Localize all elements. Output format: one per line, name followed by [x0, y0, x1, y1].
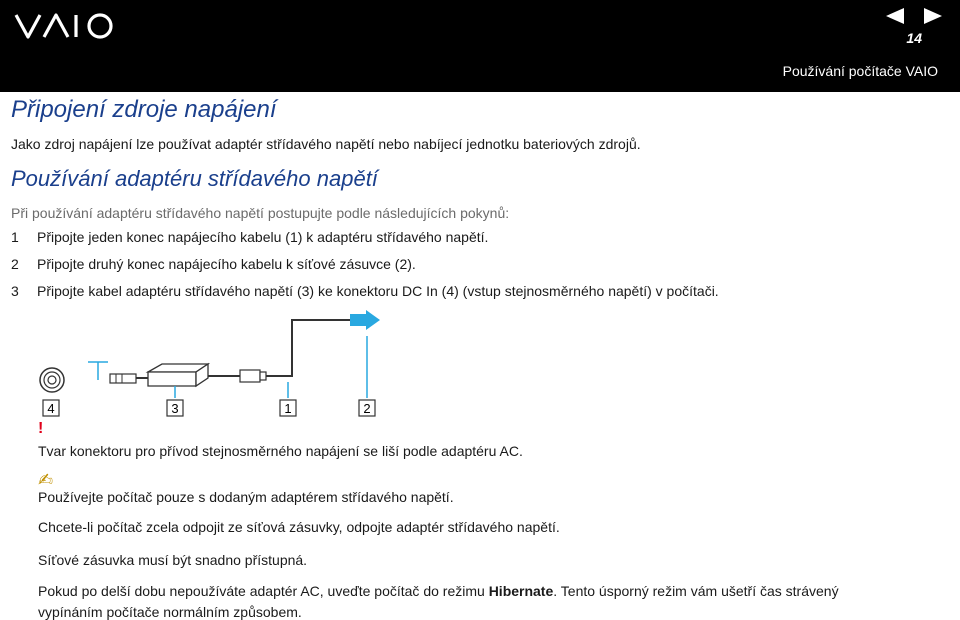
pen-icon: ✍: [38, 470, 54, 490]
page-nav: [884, 6, 944, 26]
step-text: Připojte druhý konec napájecího kabelu k síťové zásuvce (2).: [37, 256, 416, 272]
step-number: 2: [11, 256, 19, 272]
header-bar: [0, 0, 960, 92]
step-text: Připojte jeden konec napájecího kabelu (1) k adaptéru střídavého napětí.: [37, 229, 489, 245]
hibernate-term: Hibernate: [488, 583, 554, 599]
step-number: 3: [11, 283, 19, 299]
note-hibernate-post: . Tento úsporný režim vám ušetří čas strávený: [553, 583, 839, 599]
note-hibernate: [38, 583, 839, 599]
step-text: Připojte kabel adaptéru střídavého napětí (3) ke konektoru DC In (4) (vstup stejnosměrného napětí) v počítači.: [37, 283, 719, 299]
lead-text: Při používání adaptéru střídavého napětí postupujte podle následujících pokynů:: [11, 205, 510, 221]
arrow-right-icon[interactable]: [924, 8, 942, 24]
warning-text: Tvar konektoru pro přívod stejnosměrného napájení se liší podle adaptéru AC.: [38, 443, 523, 459]
note-hibernate-line2: vypínáním počítače normálním způsobem.: [38, 604, 302, 620]
power-cord-connector-icon: [240, 320, 360, 382]
intro-text: Jako zdroj napájení lze používat adaptér střídavého napětí nebo nabíjecí jednotku bateriových zdrojů.: [11, 136, 641, 152]
page-number: 14: [906, 30, 922, 46]
power-connection-diagram: [30, 306, 390, 424]
step-2: [11, 256, 416, 272]
dc-plug-icon: [110, 374, 148, 383]
wall-plug-icon: [350, 310, 380, 330]
step-3: [11, 283, 719, 299]
dc-in-port-icon: [40, 368, 64, 392]
step-1: [11, 229, 488, 245]
step-number: 1: [11, 229, 19, 245]
arrow-left-icon[interactable]: [886, 8, 904, 24]
ac-adapter-icon: [148, 364, 240, 386]
section-label: Používání počítače VAIO: [782, 63, 938, 79]
label-1: [280, 400, 296, 416]
label-3: [167, 400, 183, 416]
svg-text:2: 2: [363, 401, 371, 416]
svg-text:3: 3: [171, 401, 179, 416]
page-title: Připojení zdroje napájení: [11, 96, 277, 123]
note-accessible-outlet: Síťové zásuvka musí být snadno přístupná.: [38, 552, 308, 568]
svg-text:1: 1: [284, 401, 292, 416]
label-2: [359, 400, 375, 416]
note-disconnect: Chcete-li počítač zcela odpojit ze síťová zásuvky, odpojte adaptér střídavého napětí.: [38, 519, 560, 535]
note-hibernate-pre: Pokud po delší dobu nepoužíváte adaptér AC, uveďte počítač do režimu: [38, 583, 489, 599]
note-adapter-only: Používejte počítač pouze s dodaným adaptérem střídavého napětí.: [38, 489, 454, 505]
warning-icon: !: [38, 420, 44, 437]
vaio-logo: [14, 12, 120, 40]
label-4: [43, 400, 59, 416]
section-subtitle: Používání adaptéru střídavého napětí: [11, 166, 378, 191]
svg-text:4: 4: [47, 401, 55, 416]
